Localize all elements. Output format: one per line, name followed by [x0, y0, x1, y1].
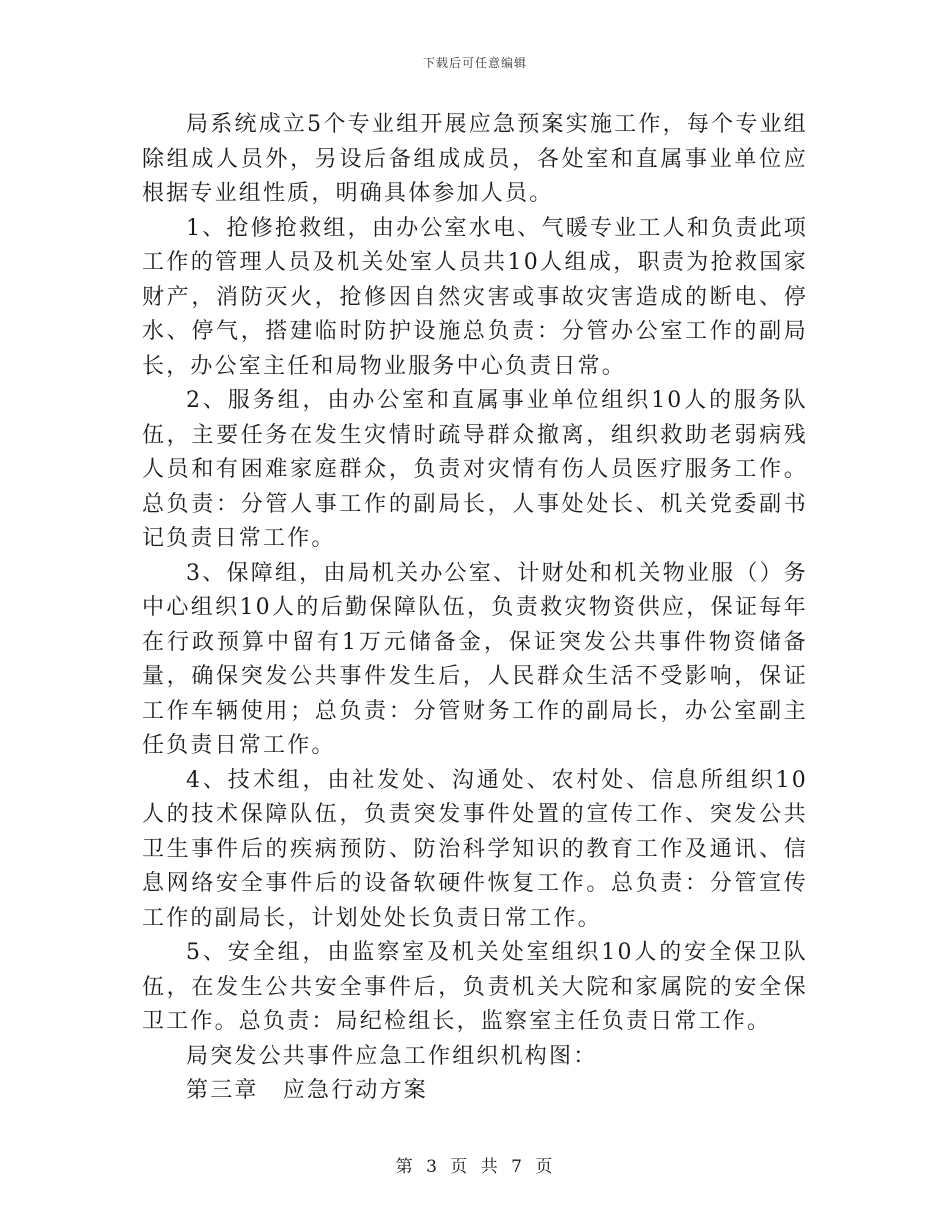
paragraph-repair-rescue-group: 1、抢修抢救组，由办公室水电、气暖专业工人和负责此项工作的管理人员及机关处室人员共10人组成，职责为抢救国家财产，消防灭火，抢修因自然灾害或事故灾害造成的断电、停水、停气，搭建临时防护设施总负责：分管办公室工作的副局长，办公室主任和局物业服务中心负责日常。 — [142, 215, 808, 379]
document-body — [142, 108, 808, 1109]
paragraph-technical-group: 4、技术组，由社发处、沟通处、农村处、信息所组织10人的技术保障队伍，负责突发事件处置的宣传工作、突发公共卫生事件后的疾病预防、防治科学知识的教育工作及通讯、信息网络安全事件后的设备软硬件恢复工作。总负责：分管宣传工作的副局长，计划处处长负责日常工作。 — [142, 767, 808, 931]
chapter-heading: 第三章 应急行动方案 — [186, 1078, 429, 1103]
paragraph-security-group: 5、安全组，由监察室及机关处室组织10人的安全保卫队伍，在发生公共安全事件后，负责机关大院和家属院的安全保卫工作。总负责：局纪检组长，监察室主任负责日常工作。 — [142, 940, 808, 1034]
paragraph-service-group: 2、服务组，由办公室和直属事业单位组织10人的服务队伍，主要任务在发生灾情时疏导群众撤离，组织救助老弱病残人员和有困难家庭群众，负责对灾情有伤人员医疗服务工作。总负责：分管人事工作的副局长，人事处处长、机关党委副书记负责日常工作。 — [142, 388, 808, 551]
page-number-footer: 第 3 页 共 7 页 — [395, 1157, 555, 1177]
page-header: 下载后可任意编辑 — [422, 56, 527, 70]
paragraph-org-chart-caption: 局突发公共事件应急工作组织机构图： — [186, 1043, 598, 1069]
paragraph-support-group: 3、保障组，由局机关办公室、计财处和机关物业服（）务中心组织10人的后勤保障队伍，负责救灾物资供应，保证每年在行政预算中留有1万元储备金，保证突发公共事件物资储备量，确保突发公共事件发生后，人民群众生活不受影响，保证工作车辆使用；总负责：分管财务工作的副局长，办公室副主任负责日常工作。 — [142, 560, 808, 758]
paragraph-intro: 局系统成立5个专业组开展应急预案实施工作，每个专业组除组成人员外，另设后备组成成员，各处室和直属事业单位应根据专业组性质，明确具体参加人员。 — [142, 112, 808, 206]
